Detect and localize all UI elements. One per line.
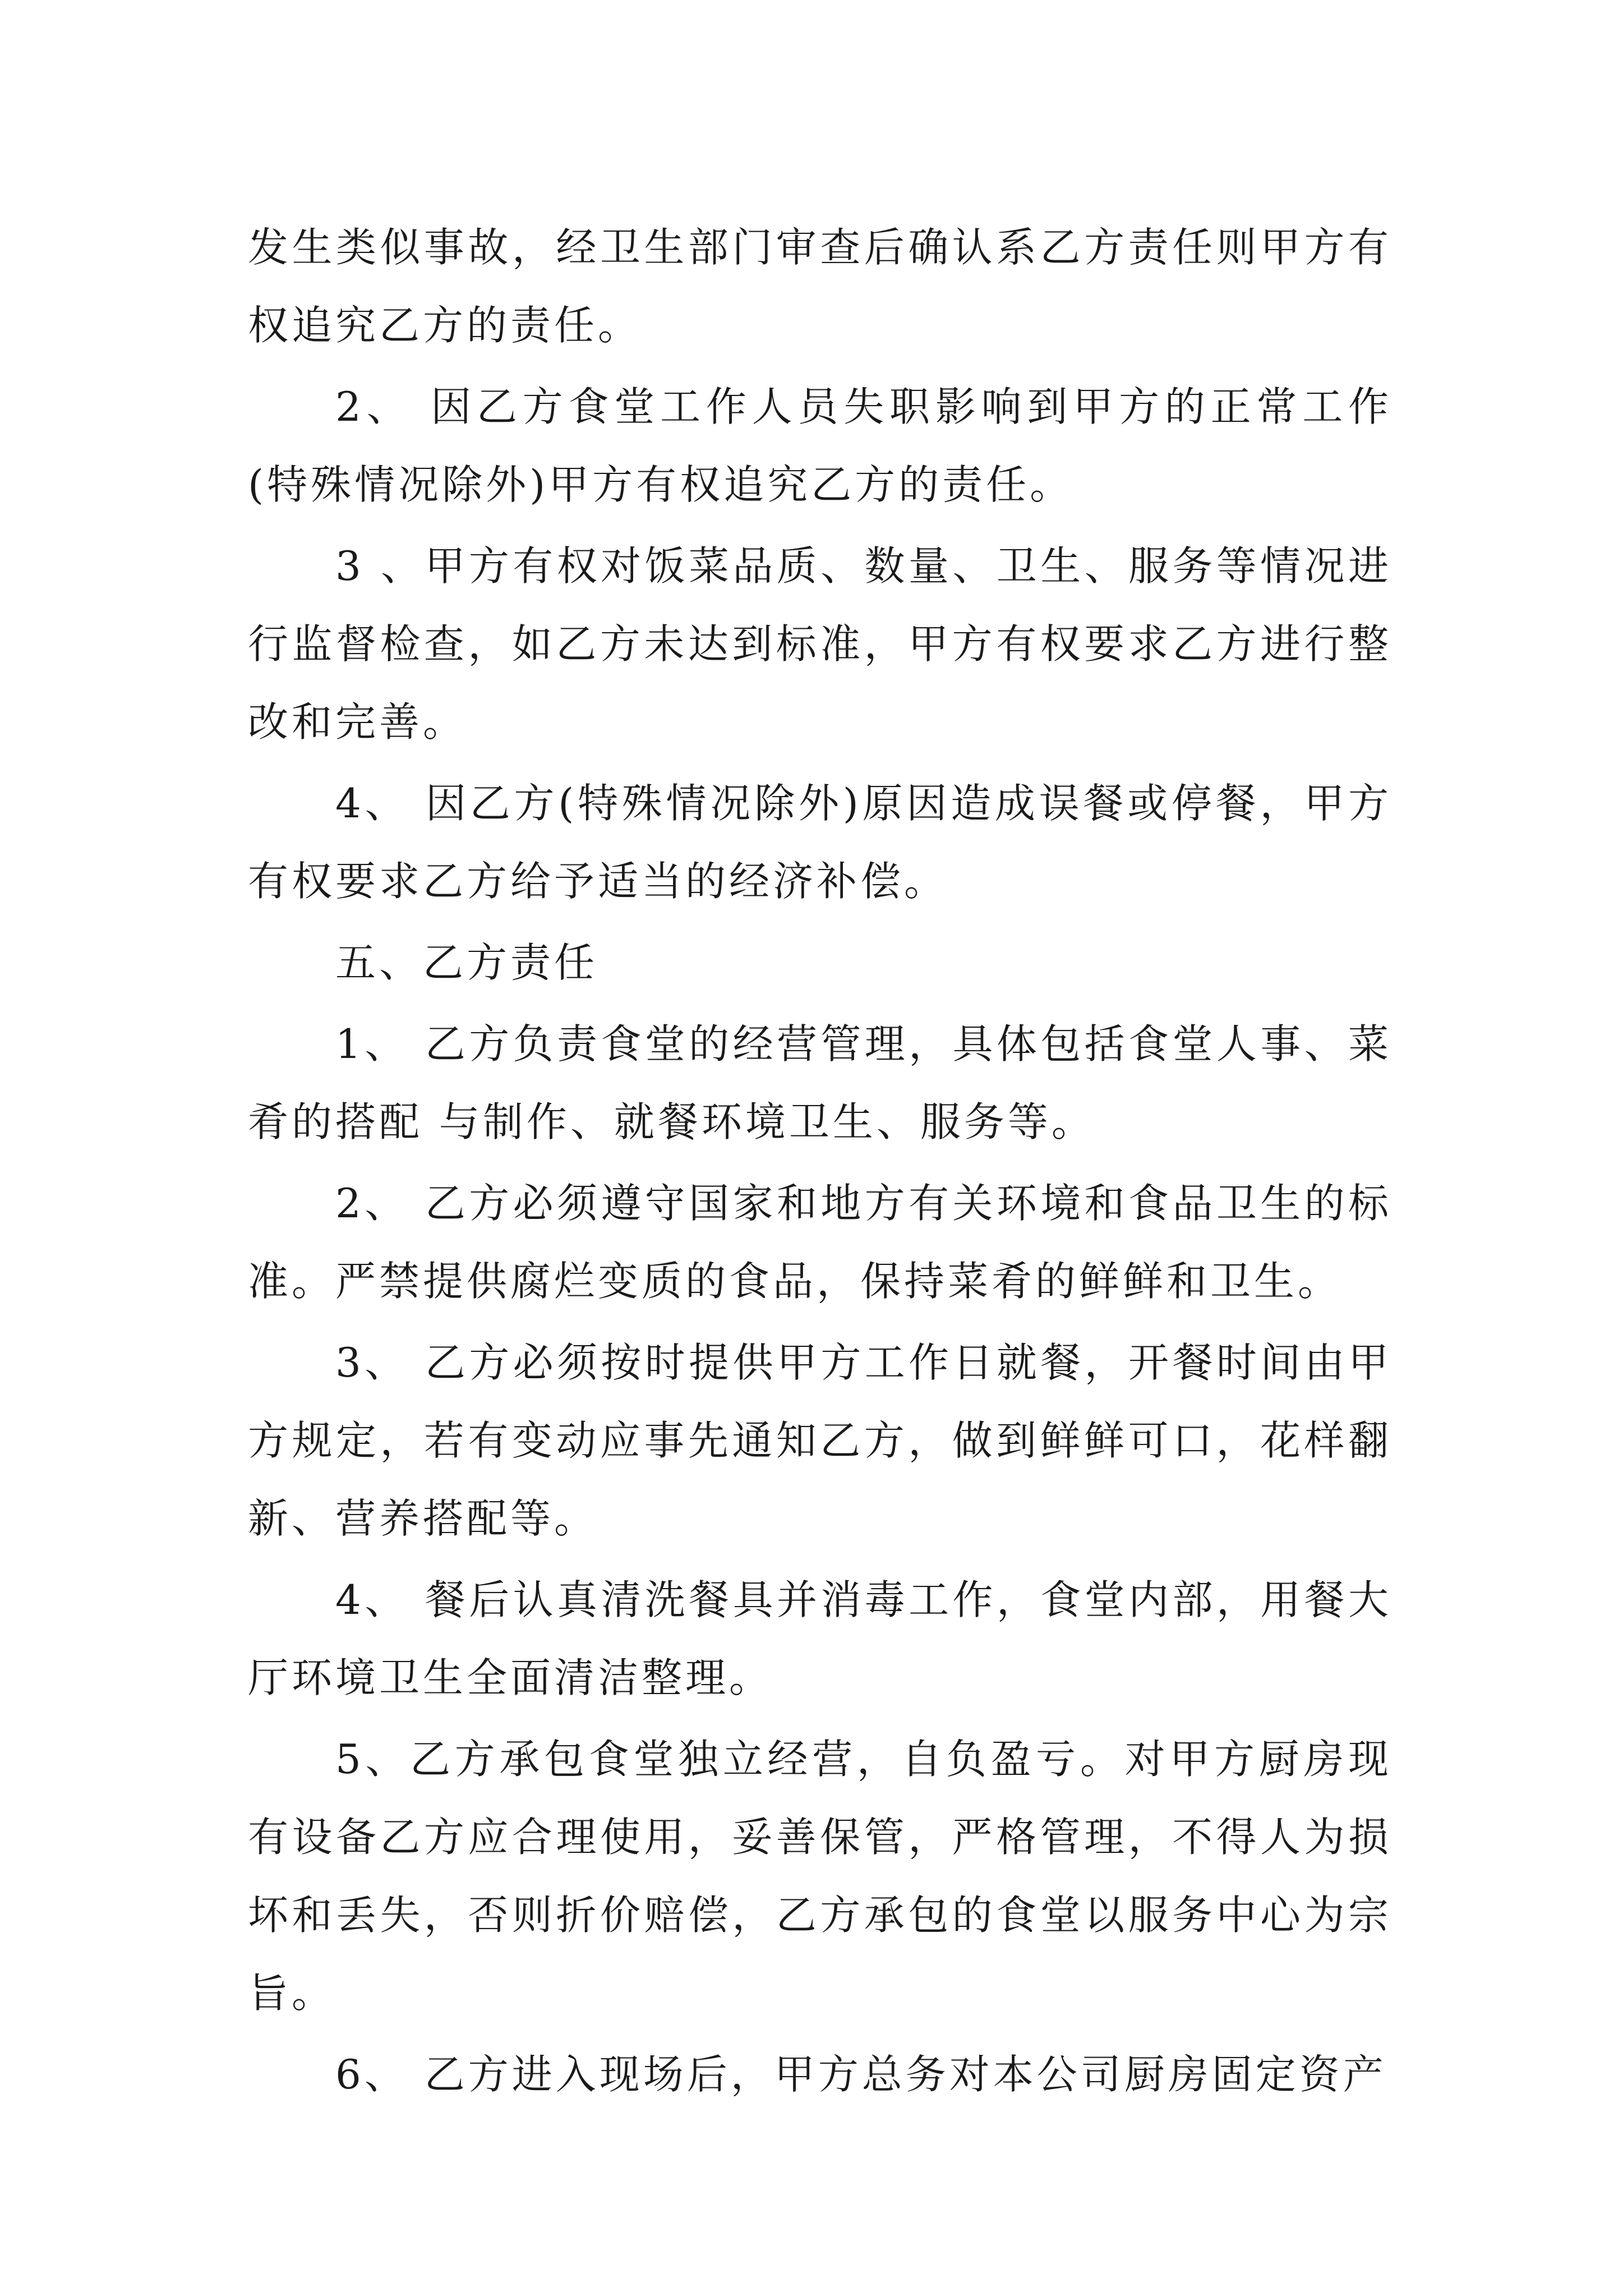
paragraph: 5、乙方承包食堂独立经营，自负盈亏。对甲方厨房现有设备乙方应合理使用，妥善保管，严格管理，不得人为损坏和丢失，否则折价赔偿，乙方承包的食堂以服务中心为宗旨。 [248, 1736, 1392, 2017]
paragraph: 2、 因乙方食堂工作人员失职影响到甲方的正常工作(特殊情况除外)甲方有权追究乙方的责任。 [248, 383, 1392, 508]
section-heading: 五、乙方责任 [335, 939, 598, 986]
document-body [248, 209, 1392, 2117]
paragraph: 6、 乙方进入现场后，甲方总务对本公司厨房固定资产 [335, 2051, 1387, 2098]
paragraph: 3、 乙方必须按时提供甲方工作日就餐，开餐时间由甲方规定，若有变动应事先通知乙方，做到鲜鲜可口，花样翻新、营养搭配等。 [248, 1339, 1392, 1542]
paragraph: 发生类似事故，经卫生部门审查后确认系乙方责任则甲方有权追究乙方的责任。 [248, 224, 1392, 349]
paragraph: 2、 乙方必须遵守国家和地方有关环境和食品卫生的标准。严禁提供腐烂变质的食品，保持菜肴的鲜鲜和卫生。 [248, 1180, 1392, 1305]
paragraph: 4、 因乙方(特殊情况除外)原因造成误餐或停餐，甲方有权要求乙方给予适当的经济补偿。 [248, 780, 1392, 905]
paragraph: 1、 乙方负责食堂的经营管理，具体包括食堂人事、菜肴的搭配 与制作、就餐环境卫生、服务等。 [248, 1020, 1392, 1145]
paragraph: 4、 餐后认真清洗餐具并消毒工作，食堂内部，用餐大厅环境卫生全面清洁整理。 [248, 1576, 1392, 1701]
paragraph: 3 、甲方有权对饭菜品质、数量、卫生、服务等情况进行监督检查，如乙方未达到标准，甲方有权要求乙方进行整改和完善。 [248, 542, 1392, 746]
